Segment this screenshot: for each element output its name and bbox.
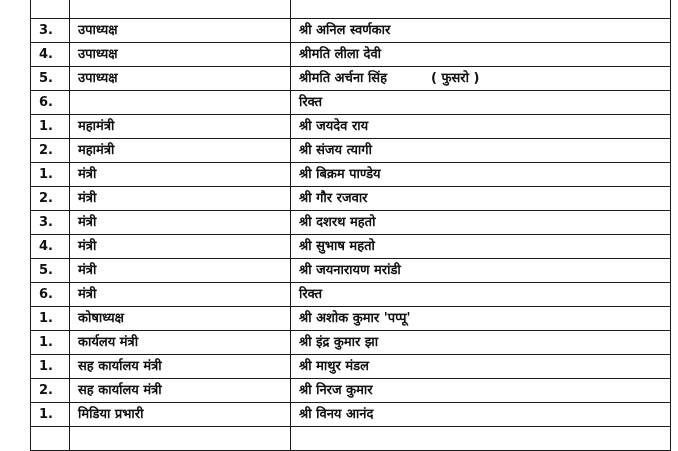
location-note: ( फुसरो ) (431, 71, 480, 86)
name-cell (291, 427, 671, 451)
member-name: श्री दशरथ महतो (299, 215, 376, 230)
serial-number-cell: 4. (31, 235, 70, 259)
name-cell (291, 43, 671, 67)
serial-number-cell: 1. (31, 307, 70, 331)
table-row (31, 187, 671, 211)
name-cell (291, 211, 671, 235)
serial-number-cell: 2. (31, 379, 70, 403)
name-cell (291, 235, 671, 259)
post-cell: मंत्री (70, 187, 291, 211)
member-name: श्री बिक्रम पाण्डेय (299, 167, 381, 182)
member-name: श्री माथुर मंडल (299, 359, 369, 374)
post-cell: सह कार्यालय मंत्री (70, 355, 291, 379)
post-cell: मिडिया प्रभारी (70, 403, 291, 427)
member-name: रिक्त (299, 287, 323, 302)
table-row (31, 67, 671, 91)
table-row (31, 379, 671, 403)
member-name: श्रीमति अर्चना सिंह (299, 71, 388, 86)
member-name: श्री इंद्र कुमार झा (299, 335, 379, 350)
name-cell (291, 355, 671, 379)
name-cell (291, 91, 671, 115)
post-cell: कार्यलय मंत्री (70, 331, 291, 355)
post-cell: उपाध्यक्ष (70, 19, 291, 43)
name-cell (291, 379, 671, 403)
table-body (31, 0, 671, 451)
name-cell (291, 331, 671, 355)
serial-number-cell: 1. (31, 163, 70, 187)
post-cell (70, 0, 291, 19)
name-cell (291, 67, 671, 91)
member-name: रिक्त (299, 95, 323, 110)
member-name: श्री अशोक कुमार 'पप्पू' (299, 311, 411, 326)
serial-number-cell (31, 427, 70, 451)
serial-number-cell: 4. (31, 43, 70, 67)
table-row (31, 0, 671, 19)
table-row (31, 307, 671, 331)
serial-number-cell: 1. (31, 331, 70, 355)
member-name: श्री विनय आनंद (299, 407, 374, 422)
post-cell (70, 427, 291, 451)
post-cell: मंत्री (70, 211, 291, 235)
name-cell (291, 163, 671, 187)
post-cell: मंत्री (70, 283, 291, 307)
serial-number-cell: 5. (31, 67, 70, 91)
table-row (31, 163, 671, 187)
serial-number-cell: 6. (31, 283, 70, 307)
table-row (31, 43, 671, 67)
table-row (31, 211, 671, 235)
member-name: श्रीमति लीला देवी (299, 47, 382, 62)
post-cell: मंत्री (70, 259, 291, 283)
member-name: श्री सुभाष महतो (299, 239, 375, 254)
table-row (31, 139, 671, 163)
member-name: श्री गौर रजवार (299, 191, 368, 206)
table-row (31, 259, 671, 283)
table-row (31, 355, 671, 379)
serial-number-cell: 1. (31, 115, 70, 139)
table-row (31, 403, 671, 427)
name-cell (291, 403, 671, 427)
serial-number-cell: 3. (31, 211, 70, 235)
name-cell (291, 115, 671, 139)
serial-number-cell: 3. (31, 19, 70, 43)
name-cell (291, 19, 671, 43)
name-cell (291, 307, 671, 331)
table-row (31, 91, 671, 115)
table-row (31, 331, 671, 355)
serial-number-cell: 1. (31, 355, 70, 379)
table-row (31, 19, 671, 43)
serial-number-cell: 2. (31, 187, 70, 211)
serial-number-cell: 2. (31, 139, 70, 163)
post-cell: उपाध्यक्ष (70, 43, 291, 67)
table-row (31, 115, 671, 139)
member-name: श्री संजय त्यागी (299, 143, 372, 158)
name-cell (291, 187, 671, 211)
table-row (31, 283, 671, 307)
post-cell (70, 91, 291, 115)
post-cell: महामंत्री (70, 115, 291, 139)
serial-number-cell (31, 0, 70, 19)
member-name: श्री अनिल स्वर्णकार (299, 23, 391, 38)
serial-number-cell: 6. (31, 91, 70, 115)
serial-number-cell: 5. (31, 259, 70, 283)
name-cell (291, 0, 671, 19)
serial-number-cell: 1. (31, 403, 70, 427)
post-cell: मंत्री (70, 235, 291, 259)
post-cell: उपाध्यक्ष (70, 67, 291, 91)
name-cell (291, 259, 671, 283)
post-cell: कोषाध्यक्ष (70, 307, 291, 331)
name-cell (291, 283, 671, 307)
member-name: श्री निरज कुमार (299, 383, 373, 398)
name-cell (291, 139, 671, 163)
member-name: श्री जयदेव राय (299, 119, 369, 134)
post-cell: महामंत्री (70, 139, 291, 163)
member-name: श्री जयनारायण मरांडी (299, 263, 401, 278)
post-cell: सह कार्यालय मंत्री (70, 379, 291, 403)
post-cell: मंत्री (70, 163, 291, 187)
table-row (31, 235, 671, 259)
office-bearers-table (30, 0, 671, 451)
table-row (31, 427, 671, 451)
